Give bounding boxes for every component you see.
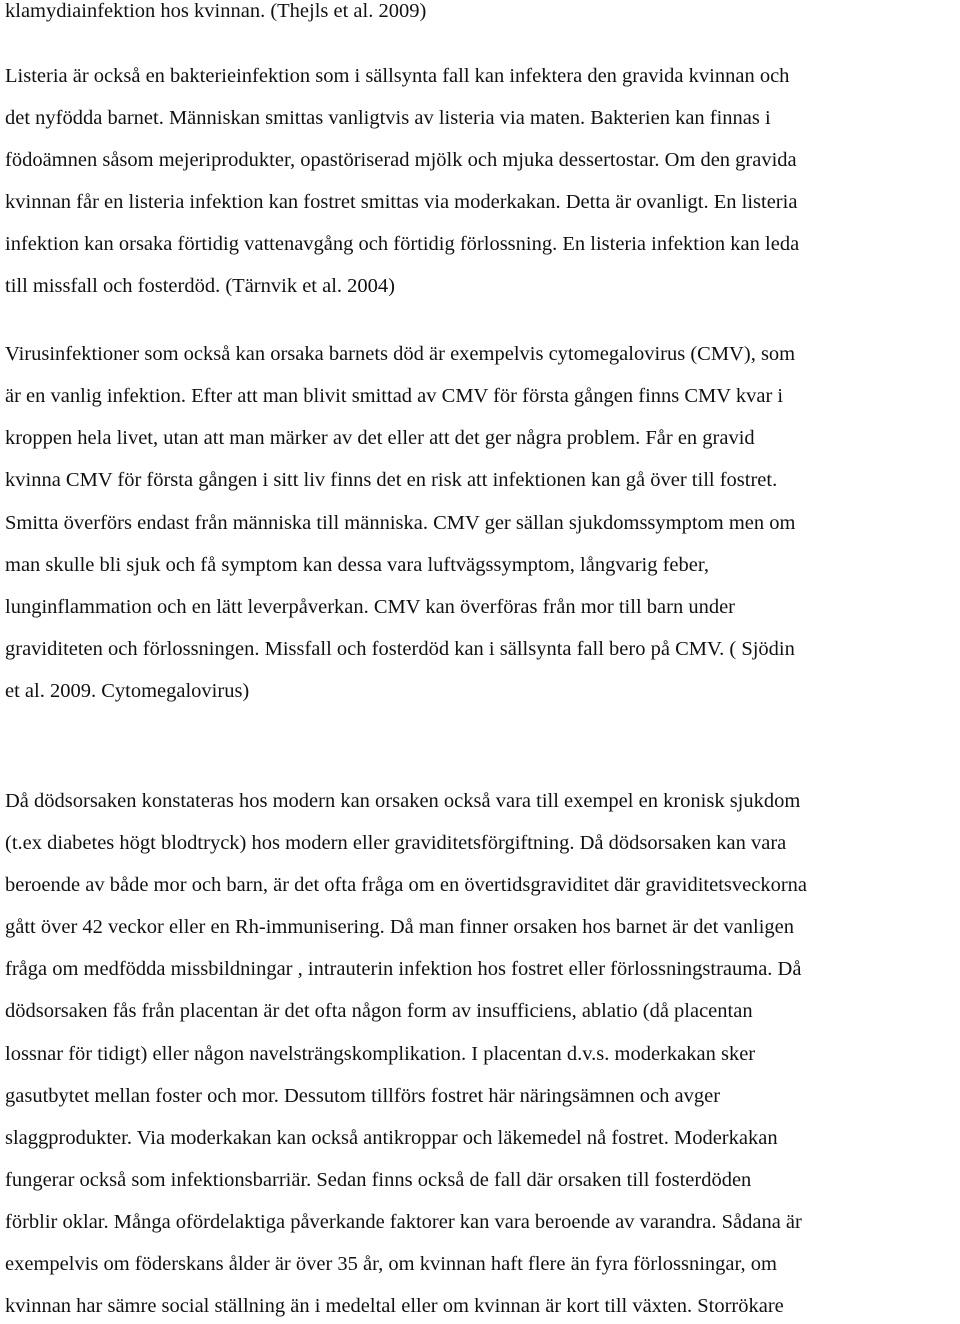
text-line: kvinna CMV för första gången i sitt liv finns det en risk att infektionen kan gå över till fostret. <box>5 469 778 491</box>
text-line: Virusinfektioner som också kan orsaka barnets död är exempelvis cytomegalovirus (CMV), som <box>5 343 796 365</box>
text-line: födoämnen såsom mejeriprodukter, opastöriserad mjölk och mjuka dessertostar. Om den gravida <box>5 149 797 171</box>
text-line: graviditeten och förlossningen. Missfall och fosterdöd kan i sällsynta fall bero på CMV. ( Sjödin <box>5 638 795 660</box>
text-line: lossnar för tidigt) eller någon navelsträngskomplikation. I placentan d.v.s. moderkakan sker <box>5 1043 756 1065</box>
text-line: kroppen hela livet, utan att man märker av det eller att det ger några problem. Får en gravid <box>5 427 755 449</box>
text-line: (t.ex diabetes högt blodtryck) hos modern eller graviditetsförgiftning. Då dödsorsaken kan vara <box>5 832 787 854</box>
text-line: dödsorsaken fås från placentan är det ofta någon form av insufficiens, ablatio (då placentan <box>5 1000 753 1022</box>
text-line: infektion kan orsaka förtidig vattenavgång och förtidig förlossning. En listeria infektion kan leda <box>5 233 800 255</box>
text-line: gasutbytet mellan foster och mor. Dessutom tillförs fostret här näringsämnen och avger <box>5 1085 721 1107</box>
text-line: Listeria är också en bakterieinfektion som i sällsynta fall kan infektera den gravida kvinnan och <box>5 65 790 87</box>
text-line: fråga om medfödda missbildningar , intrauterin infektion hos fostret eller förlossningstrauma. Då <box>5 958 802 980</box>
text-line: et al. 2009. Cytomegalovirus) <box>5 680 250 702</box>
text-line: det nyfödda barnet. Människan smittas vanligtvis av listeria via maten. Bakterien kan finnas i <box>5 107 771 129</box>
text-line: klamydiainfektion hos kvinnan. (Thejls et al. 2009) <box>5 0 427 22</box>
text-line: Smitta överförs endast från människa till människa. CMV ger sällan sjukdomssymptom men om <box>5 512 796 534</box>
text-line: är en vanlig infektion. Efter att man blivit smittad av CMV för första gången finns CMV kvar i <box>5 385 784 407</box>
text-line: exempelvis om föderskans ålder är över 35 år, om kvinnan haft flere än fyra förlossningar, om <box>5 1253 777 1275</box>
text-line: förblir oklar. Många ofördelaktiga påverkande faktorer kan vara beroende av varandra. Sådana är <box>5 1211 802 1233</box>
text-line: Då dödsorsaken konstateras hos modern kan orsaken också vara till exempel en kronisk sjukdom <box>5 790 801 812</box>
text-line: man skulle bli sjuk och få symptom kan dessa vara luftvägssymptom, långvarig feber, <box>5 554 709 576</box>
text-line: till missfall och fosterdöd. (Tärnvik et al. 2004) <box>5 275 395 297</box>
text-line: fungerar också som infektionsbarriär. Sedan finns också de fall där orsaken till fosterdöden <box>5 1169 752 1191</box>
text-line: gått över 42 veckor eller en Rh-immunisering. Då man finner orsaken hos barnet är det vanligen <box>5 916 794 938</box>
text-line: kvinnan har sämre social ställning än i medeltal eller om kvinnan är kort till växten. Storrökare <box>5 1295 784 1317</box>
text-line: slaggprodukter. Via moderkakan kan också antikroppar och läkemedel nå fostret. Moderkakan <box>5 1127 778 1149</box>
text-line: lunginflammation och en lätt leverpåverkan. CMV kan överföras från mor till barn under <box>5 596 735 618</box>
text-line: beroende av både mor och barn, är det ofta fråga om en övertidsgraviditet där graviditetsveckorna <box>5 874 808 896</box>
text-line: kvinnan får en listeria infektion kan fostret smittas via moderkakan. Detta är ovanligt. En listeria <box>5 191 798 213</box>
